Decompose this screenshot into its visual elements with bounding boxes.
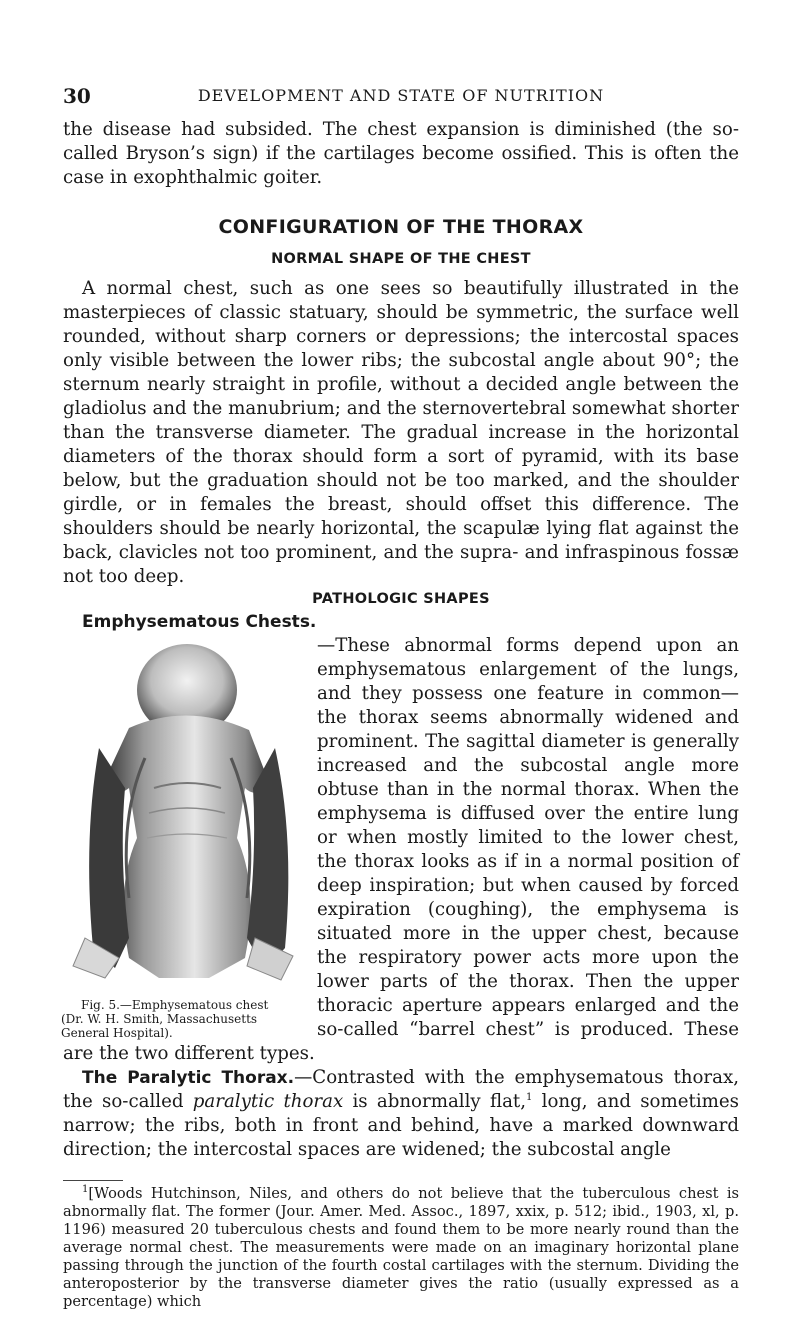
figure-5: [59, 638, 307, 1040]
emphysematous-runin-heading: Emphysematous Chests.: [82, 612, 317, 632]
emphysematous-paragraph: [63, 610, 739, 634]
paralytic-paragraph: [63, 1066, 739, 1162]
intro-paragraph: the disease had subsided. The chest expansion is diminished (the so-called Bryson’s sign) if the cartilages become ossified. This is often the case in exophthalmic goiter.: [63, 119, 739, 188]
emphysematous-text: —These abnormal forms depend upon an emphysematous enlargement of the lungs, and they possess one feature in common—the thorax seems abnormally widened and prominent. The sagittal diameter is generally increased and the subcostal angle more obtuse than in the normal thorax. When the emphysema is diffused over the entire lung or when mostly limited to the lower chest, the thorax looks as if in a normal position of deep inspiration; but when caused by forced expiration (coughing), the emphysema is situated more in the upper chest, because the respiratory power acts more upon the lower parts of the thorax. Then the upper thoracic aperture appears enlarged and the so-called “barrel chest” is produced. These are the two different types.: [63, 635, 739, 1064]
figure-caption: [59, 998, 307, 1040]
paralytic-text-after: long, and sometimes narrow; the ribs, both in front and behind, have a marked downward direction; the intercostal spaces are widened; the subcostal angle: [63, 1091, 739, 1160]
figure-caption-credit: (Dr. W. H. Smith, Massachusetts General Hospital).: [61, 1012, 258, 1040]
subheading-normal-shape: NORMAL SHAPE OF THE CHEST: [271, 251, 531, 267]
paralytic-text-mid: is abnormally flat,: [343, 1091, 527, 1112]
paralytic-text-before: —Contrasted with the emphysematous thorax, the so-called: [63, 1067, 739, 1112]
figure-caption-title: Fig. 5.—Emphysematous chest: [81, 998, 269, 1012]
running-head-title: DEVELOPMENT AND STATE OF NUTRITION: [197, 86, 605, 105]
normal-shape-paragraph: A normal chest, such as one sees so beautifully illustrated in the masterpieces of classic statuary, should be symmetric, the surface well rounded, without sharp corners or depressions; the intercostal spaces only visible between the lower ribs; the subcostal angle about 90°; the sternum nearly straight in profile, without a decided angle between the gladiolus and the manubrium; and the sternovertebral somewhat shorter than the transverse diameter. The gradual increase in the horizontal diameters of the thorax should form a sort of pyramid, with its base below, but the graduation should not be too marked, and the shoulder girdle, or in females the breast, should offset this difference. The shoulders should be nearly horizontal, the scapulæ lying flat against the back, clavicles not too prominent, and the supra- and infraspinous fossæ not too deep.: [63, 278, 739, 587]
book-page: [63, 84, 739, 1311]
emphysematous-chest-photo: [59, 638, 307, 998]
paralytic-thorax-term: paralytic thorax: [192, 1091, 344, 1112]
section-heading: CONFIGURATION OF THE THORAX: [218, 216, 584, 238]
footnote-marker: 1: [82, 1184, 89, 1196]
footnote-reference[interactable]: 1: [526, 1091, 533, 1103]
subheading-pathologic-shapes: PATHOLOGIC SHAPES: [312, 591, 490, 607]
paralytic-runin-heading: The Paralytic Thorax.: [82, 1068, 295, 1088]
footnote-text: [Woods Hutchinson, Niles, and others do not believe that the tuberculous chest is abnormally flat. The former (Jour. Amer. Med. Assoc., 1897, xxix, p. 512; ibid., 1903, xl, p. 1196) measured 20 tuberculous chests and found them to be more nearly round than the average normal chest. The measurements were made on an imaginary horizontal plane passing through the junction of the fourth costal cartilages with the sternum. Dividing the anteroposterior by the transverse diameter gives the ratio (usually expressed as a percentage) which: [63, 1185, 739, 1310]
footnote: [63, 1185, 739, 1311]
footnote-rule: [63, 1180, 123, 1181]
page-number: 30: [63, 84, 91, 108]
running-head: [63, 84, 739, 112]
